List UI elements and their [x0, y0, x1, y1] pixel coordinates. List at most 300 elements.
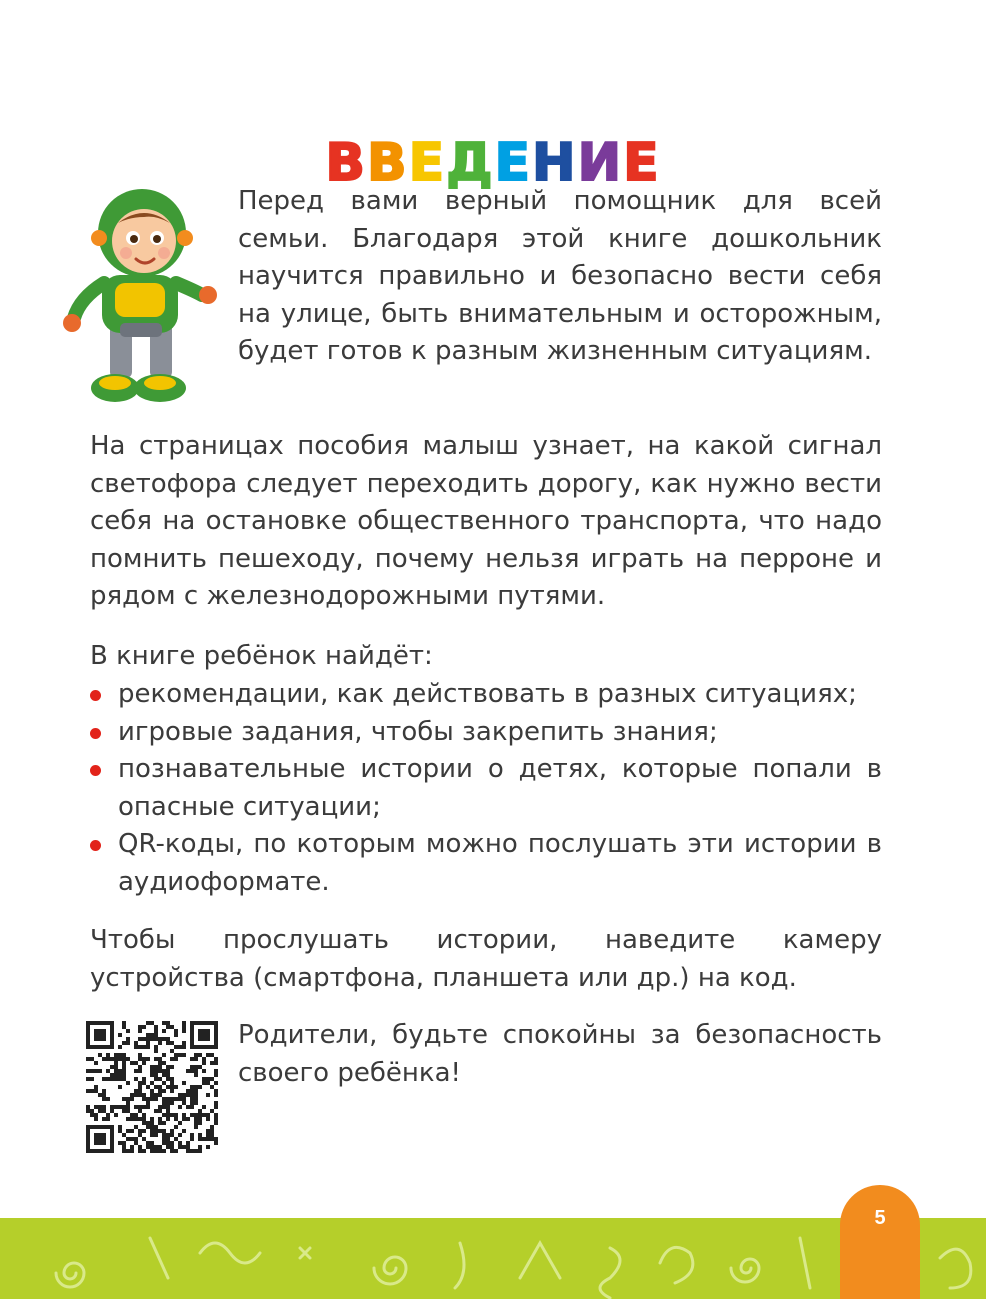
- qr-module: [130, 1097, 134, 1101]
- qr-module: [118, 1045, 122, 1049]
- qr-module: [190, 1101, 194, 1105]
- qr-module: [198, 1121, 202, 1125]
- qr-module: [198, 1109, 202, 1113]
- qr-module: [134, 1125, 138, 1129]
- qr-module: [186, 1089, 190, 1093]
- qr-module: [174, 1045, 178, 1049]
- qr-module: [98, 1093, 102, 1097]
- qr-module: [146, 1041, 150, 1045]
- qr-module: [114, 1113, 118, 1117]
- qr-module: [154, 1033, 158, 1037]
- qr-module: [118, 1073, 122, 1077]
- qr-module: [90, 1057, 94, 1061]
- qr-module: [110, 1065, 114, 1069]
- qr-module: [146, 1085, 150, 1089]
- qr-module: [190, 1093, 194, 1097]
- qr-module: [190, 1133, 194, 1137]
- qr-module: [146, 1125, 150, 1129]
- qr-module: [162, 1061, 166, 1065]
- qr-module: [134, 1117, 138, 1121]
- qr-module: [194, 1053, 198, 1057]
- qr-module: [118, 1085, 122, 1089]
- qr-module: [126, 1149, 130, 1153]
- qr-module: [182, 1045, 186, 1049]
- qr-module: [198, 1053, 202, 1057]
- qr-module: [182, 1041, 186, 1045]
- intro-paragraph: Перед вами верный помощник для всей семьи. Благодаря этой книге дошкольник научится правильно и безопасно вести себя на улице, быть внимательным и осторожным, будет готов к разным жизненным ситуациям.: [238, 186, 882, 366]
- qr-module: [214, 1101, 218, 1105]
- qr-module: [214, 1061, 218, 1065]
- qr-module: [114, 1077, 118, 1081]
- qr-module: [182, 1093, 186, 1097]
- qr-module: [174, 1085, 178, 1089]
- qr-module: [114, 1105, 118, 1109]
- qr-module: [174, 1097, 178, 1101]
- qr-module: [150, 1089, 154, 1093]
- qr-module: [146, 1121, 150, 1125]
- qr-module: [170, 1065, 174, 1069]
- qr-module: [94, 1089, 98, 1093]
- qr-module: [194, 1073, 198, 1077]
- qr-module: [194, 1057, 198, 1061]
- qr-module: [178, 1141, 182, 1145]
- qr-module: [202, 1137, 206, 1141]
- qr-module: [206, 1053, 210, 1057]
- qr-module: [142, 1129, 146, 1133]
- qr-module: [146, 1141, 150, 1145]
- qr-module: [150, 1093, 154, 1097]
- qr-module: [154, 1085, 158, 1089]
- title-letter: В: [367, 132, 409, 193]
- qr-module: [142, 1081, 146, 1085]
- qr-module: [198, 1133, 202, 1137]
- qr-module: [154, 1077, 158, 1081]
- qr-module: [174, 1113, 178, 1117]
- qr-module: [146, 1097, 150, 1101]
- qr-module: [158, 1109, 162, 1113]
- qr-module: [150, 1033, 154, 1037]
- qr-module: [150, 1125, 154, 1129]
- qr-module: [214, 1121, 218, 1125]
- qr-module: [174, 1033, 178, 1037]
- qr-module: [90, 1113, 94, 1117]
- qr-module: [210, 1109, 214, 1113]
- bullet-dot-icon: [90, 690, 101, 701]
- qr-module: [170, 1129, 174, 1133]
- qr-module: [154, 1109, 158, 1113]
- page-number-tab: [840, 1185, 920, 1299]
- qr-module: [150, 1133, 154, 1137]
- qr-module: [170, 1141, 174, 1145]
- qr-module: [118, 1105, 122, 1109]
- qr-module: [214, 1105, 218, 1109]
- qr-module: [110, 1057, 114, 1061]
- qr-module: [166, 1101, 170, 1105]
- qr-module: [166, 1137, 170, 1141]
- qr-module: [198, 1113, 202, 1117]
- qr-module: [134, 1045, 138, 1049]
- qr-module: [142, 1037, 146, 1041]
- qr-module: [202, 1113, 206, 1117]
- qr-module: [190, 1137, 194, 1141]
- qr-module: [174, 1149, 178, 1153]
- qr-module: [126, 1037, 130, 1041]
- qr-module: [102, 1105, 106, 1109]
- qr-module: [150, 1141, 154, 1145]
- title-letter: Е: [408, 132, 447, 193]
- qr-module: [146, 1145, 150, 1149]
- qr-module: [198, 1149, 202, 1153]
- qr-module: [150, 1073, 154, 1077]
- qr-module: [190, 1085, 194, 1089]
- qr-module: [142, 1057, 146, 1061]
- qr-module: [170, 1081, 174, 1085]
- qr-module: [214, 1081, 218, 1085]
- qr-module: [122, 1149, 126, 1153]
- qr-module: [138, 1037, 142, 1041]
- qr-module: [98, 1053, 102, 1057]
- qr-module: [98, 1109, 102, 1113]
- qr-module: [110, 1105, 114, 1109]
- qr-module: [182, 1081, 186, 1085]
- qr-module: [114, 1061, 118, 1065]
- qr-module: [142, 1077, 146, 1081]
- qr-module: [162, 1053, 166, 1057]
- qr-module: [214, 1089, 218, 1093]
- qr-module: [182, 1053, 186, 1057]
- qr-module: [162, 1089, 166, 1093]
- qr-module: [194, 1125, 198, 1129]
- qr-module: [90, 1109, 94, 1113]
- qr-module: [166, 1105, 170, 1109]
- qr-module: [194, 1069, 198, 1073]
- qr-module: [170, 1149, 174, 1153]
- qr-module: [150, 1097, 154, 1101]
- qr-module: [166, 1041, 170, 1045]
- qr-module: [170, 1057, 174, 1061]
- qr-module: [162, 1069, 166, 1073]
- qr-module: [154, 1129, 158, 1133]
- qr-module: [102, 1117, 106, 1121]
- title-letter: И: [577, 132, 624, 193]
- qr-module: [94, 1085, 98, 1089]
- qr-module: [146, 1033, 150, 1037]
- qr-module: [210, 1053, 214, 1057]
- qr-module: [154, 1065, 158, 1069]
- qr-module: [190, 1069, 194, 1073]
- qr-module: [138, 1081, 142, 1085]
- qr-module: [106, 1113, 110, 1117]
- qr-module: [162, 1105, 166, 1109]
- qr-module: [158, 1069, 162, 1073]
- qr-module: [206, 1093, 210, 1097]
- qr-module: [138, 1089, 142, 1093]
- qr-module: [118, 1141, 122, 1145]
- qr-module: [194, 1101, 198, 1105]
- qr-module: [122, 1041, 126, 1045]
- qr-module: [178, 1053, 182, 1057]
- qr-module: [118, 1053, 122, 1057]
- qr-module: [162, 1133, 166, 1137]
- qr-module: [118, 1077, 122, 1081]
- qr-module: [206, 1137, 210, 1141]
- qr-module: [210, 1133, 214, 1137]
- qr-module: [98, 1105, 102, 1109]
- qr-module: [118, 1125, 122, 1129]
- qr-module: [86, 1077, 90, 1081]
- qr-module: [170, 1113, 174, 1117]
- qr-module: [154, 1049, 158, 1053]
- qr-module: [170, 1049, 174, 1053]
- qr-module: [206, 1077, 210, 1081]
- qr-module: [166, 1117, 170, 1121]
- qr-module: [166, 1133, 170, 1137]
- qr-module: [210, 1125, 214, 1129]
- qr-module: [126, 1137, 130, 1141]
- qr-module: [86, 1109, 90, 1113]
- qr-module: [194, 1149, 198, 1153]
- qr-module: [122, 1077, 126, 1081]
- qr-module: [122, 1025, 126, 1029]
- qr-module: [114, 1053, 118, 1057]
- qr-module: [126, 1029, 130, 1033]
- doodle-pattern-icon: [0, 1218, 986, 1299]
- qr-module: [138, 1149, 142, 1153]
- qr-module: [146, 1101, 150, 1105]
- qr-module: [206, 1113, 210, 1117]
- qr-module: [130, 1137, 134, 1141]
- qr-module: [198, 1117, 202, 1121]
- qr-module: [122, 1073, 126, 1077]
- qr-module: [178, 1045, 182, 1049]
- qr-module: [186, 1117, 190, 1121]
- list-item-text: рекомендации, как действовать в разных ситуациях;: [118, 679, 857, 709]
- qr-module: [94, 1105, 98, 1109]
- qr-module: [106, 1069, 110, 1073]
- qr-module: [150, 1037, 154, 1041]
- qr-module: [190, 1065, 194, 1069]
- qr-module: [162, 1101, 166, 1105]
- qr-module: [174, 1125, 178, 1129]
- qr-module: [170, 1133, 174, 1137]
- qr-module: [178, 1105, 182, 1109]
- qr-module: [134, 1105, 138, 1109]
- qr-module: [130, 1113, 134, 1117]
- qr-module: [146, 1105, 150, 1109]
- qr-module: [166, 1037, 170, 1041]
- qr-module: [202, 1061, 206, 1065]
- qr-module: [202, 1105, 206, 1109]
- qr-module: [194, 1085, 198, 1089]
- qr-module: [102, 1057, 106, 1061]
- qr-module: [210, 1129, 214, 1133]
- qr-module: [138, 1045, 142, 1049]
- qr-module: [162, 1137, 166, 1141]
- qr-module: [98, 1069, 102, 1073]
- robot-character-icon: [60, 183, 220, 408]
- qr-module: [194, 1113, 198, 1117]
- qr-module: [138, 1105, 142, 1109]
- qr-module: [214, 1137, 218, 1141]
- qr-module: [210, 1137, 214, 1141]
- qr-module: [214, 1069, 218, 1073]
- qr-module: [194, 1089, 198, 1093]
- qr-module: [158, 1149, 162, 1153]
- qr-module: [182, 1101, 186, 1105]
- qr-module: [162, 1129, 166, 1133]
- qr-module: [182, 1145, 186, 1149]
- qr-module: [150, 1081, 154, 1085]
- qr-module: [210, 1077, 214, 1081]
- qr-module: [190, 1113, 194, 1117]
- qr-module: [166, 1021, 170, 1025]
- qr-module: [162, 1149, 166, 1153]
- qr-module: [122, 1021, 126, 1025]
- list-item-text: игровые задания, чтобы закрепить знания;: [118, 716, 718, 747]
- qr-module: [194, 1097, 198, 1101]
- qr-module: [206, 1133, 210, 1137]
- qr-module: [170, 1041, 174, 1045]
- qr-module: [126, 1081, 130, 1085]
- qr-module: [182, 1097, 186, 1101]
- instruction-paragraph: Чтобы прослушать истории, наведите камеру устройства (смартфона, планшета или др.) на код.: [90, 925, 882, 993]
- qr-code-icon[interactable]: [86, 1021, 218, 1153]
- qr-module: [138, 1057, 142, 1061]
- qr-module: [138, 1025, 142, 1029]
- qr-module: [162, 1113, 166, 1117]
- qr-module: [198, 1085, 202, 1089]
- qr-module: [194, 1121, 198, 1125]
- qr-module: [190, 1057, 194, 1061]
- qr-module: [134, 1113, 138, 1117]
- qr-module: [154, 1025, 158, 1029]
- qr-module: [162, 1073, 166, 1077]
- qr-module: [158, 1093, 162, 1097]
- qr-module: [170, 1085, 174, 1089]
- qr-module: [134, 1069, 138, 1073]
- qr-module: [122, 1145, 126, 1149]
- qr-module: [166, 1145, 170, 1149]
- qr-module: [138, 1069, 142, 1073]
- feature-list: [90, 676, 882, 901]
- list-item-text: познавательные истории о детях, которые попали в опасные ситуации;: [118, 754, 882, 822]
- qr-module: [158, 1077, 162, 1081]
- qr-module: [94, 1113, 98, 1117]
- qr-module: [154, 1029, 158, 1033]
- qr-module: [138, 1117, 142, 1121]
- qr-module: [178, 1145, 182, 1149]
- qr-module: [94, 1061, 98, 1065]
- qr-module: [106, 1097, 110, 1101]
- qr-module: [162, 1021, 166, 1025]
- qr-module: [174, 1057, 178, 1061]
- qr-module: [182, 1129, 186, 1133]
- qr-module: [150, 1117, 154, 1121]
- qr-module: [90, 1089, 94, 1093]
- qr-module: [162, 1029, 166, 1033]
- qr-module: [114, 1057, 118, 1061]
- qr-module: [150, 1149, 154, 1153]
- qr-module: [102, 1077, 106, 1081]
- qr-module: [170, 1025, 174, 1029]
- qr-module: [214, 1141, 218, 1145]
- qr-module: [142, 1121, 146, 1125]
- qr-module: [154, 1069, 158, 1073]
- qr-module: [158, 1105, 162, 1109]
- qr-module: [178, 1097, 182, 1101]
- qr-module: [158, 1041, 162, 1045]
- list-lead: В книге ребёнок найдёт:: [90, 641, 433, 671]
- qr-module: [146, 1021, 150, 1025]
- qr-module: [158, 1057, 162, 1061]
- qr-module: [154, 1037, 158, 1041]
- qr-module: [182, 1025, 186, 1029]
- qr-module: [126, 1101, 130, 1105]
- qr-module: [174, 1029, 178, 1033]
- qr-module: [190, 1097, 194, 1101]
- qr-module: [210, 1085, 214, 1089]
- bullet-dot-icon: [90, 765, 101, 776]
- qr-module: [122, 1069, 126, 1073]
- qr-module: [106, 1057, 110, 1061]
- qr-module: [138, 1029, 142, 1033]
- qr-module: [182, 1021, 186, 1025]
- qr-module: [86, 1105, 90, 1109]
- qr-module: [186, 1069, 190, 1073]
- qr-module: [214, 1073, 218, 1077]
- qr-module: [182, 1117, 186, 1121]
- parents-note: Родители, будьте спокойны за безопасность своего ребёнка!: [238, 1020, 882, 1088]
- qr-module: [110, 1077, 114, 1081]
- qr-module: [122, 1133, 126, 1137]
- qr-module: [166, 1077, 170, 1081]
- qr-module: [178, 1093, 182, 1097]
- qr-module: [166, 1085, 170, 1089]
- qr-module: [134, 1077, 138, 1081]
- qr-module: [130, 1145, 134, 1149]
- qr-module: [206, 1129, 210, 1133]
- qr-module: [166, 1065, 170, 1069]
- qr-module: [130, 1117, 134, 1121]
- qr-module: [142, 1113, 146, 1117]
- qr-module: [122, 1057, 126, 1061]
- qr-module: [178, 1121, 182, 1125]
- qr-module: [122, 1061, 126, 1065]
- qr-module: [118, 1129, 122, 1133]
- qr-module: [106, 1077, 110, 1081]
- qr-module: [150, 1021, 154, 1025]
- qr-module: [118, 1033, 122, 1037]
- qr-module: [126, 1109, 130, 1113]
- qr-module: [130, 1093, 134, 1097]
- qr-module: [198, 1145, 202, 1149]
- list-item-text: QR-коды, по которым можно послушать эти истории в аудиоформате.: [118, 829, 882, 897]
- qr-module: [106, 1053, 110, 1057]
- qr-module: [130, 1061, 134, 1065]
- qr-module: [142, 1105, 146, 1109]
- qr-module: [158, 1129, 162, 1133]
- qr-module: [142, 1149, 146, 1153]
- qr-module: [154, 1093, 158, 1097]
- qr-module: [154, 1073, 158, 1077]
- qr-module: [154, 1097, 158, 1101]
- list-item: [90, 826, 882, 901]
- page-number: 5: [874, 1207, 886, 1229]
- qr-module: [186, 1105, 190, 1109]
- qr-module: [126, 1129, 130, 1133]
- qr-module: [158, 1089, 162, 1093]
- qr-module: [166, 1109, 170, 1113]
